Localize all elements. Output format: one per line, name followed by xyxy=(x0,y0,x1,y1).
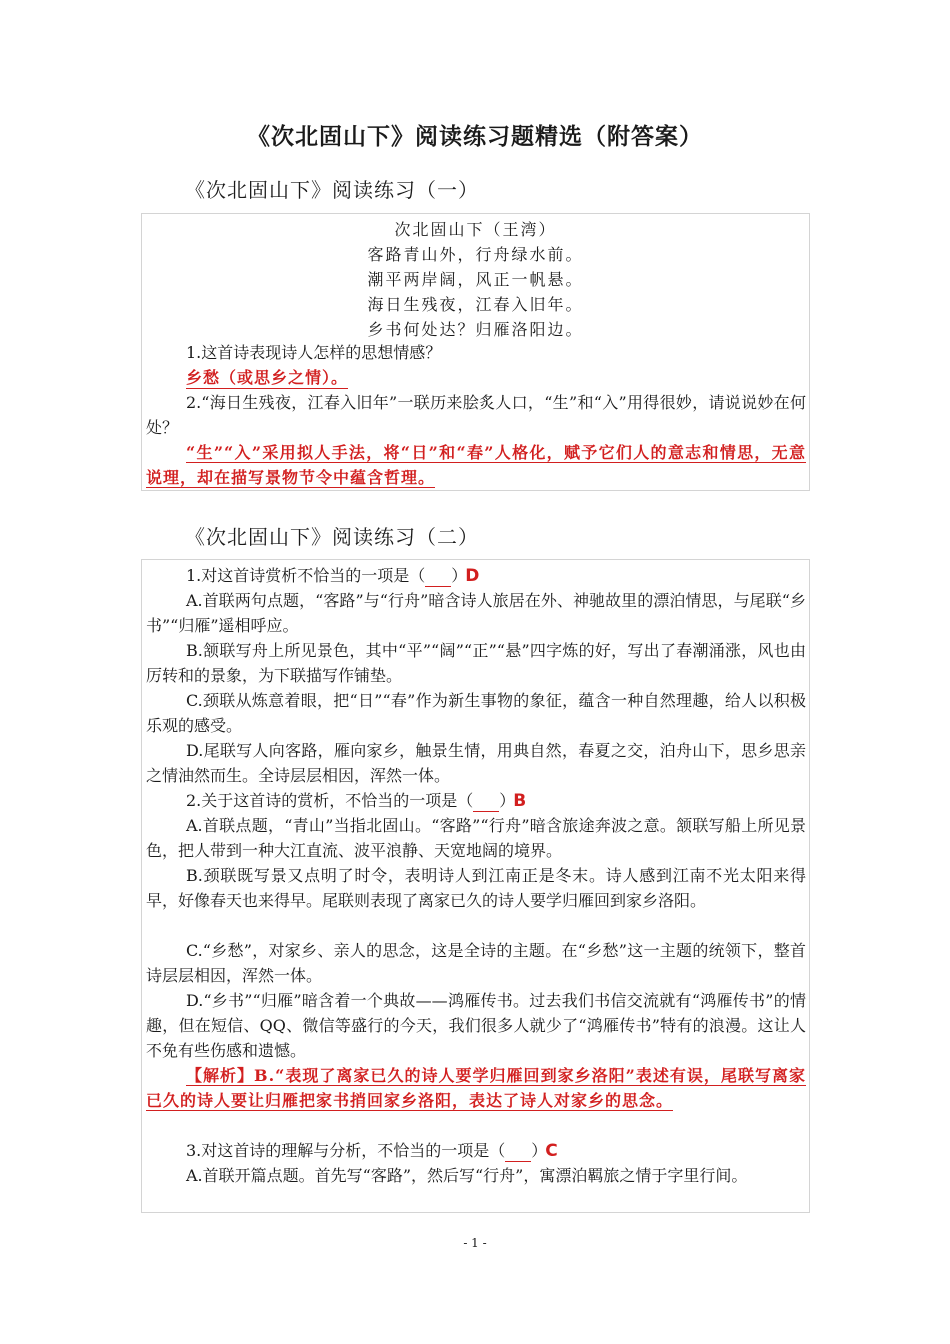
poem-line: 乡书何处达？归雁洛阳边。 xyxy=(367,320,584,339)
question-stem-end: ） xyxy=(531,1141,548,1160)
question-stem: 3.对这首诗的理解与分析，不恰当的一项是（ xyxy=(186,1141,506,1160)
section-2-heading: 《次北固山下》阅读练习（二） xyxy=(185,525,479,549)
exercise-1-box xyxy=(141,213,810,491)
option-d: D.尾联写人向客路，雁向家乡，触景生情，用典自然，春夏之交，泊舟山下，思乡思亲之情油然而生。全诗层层相因，浑然一体。 xyxy=(146,741,806,785)
question-2-2 xyxy=(146,788,806,813)
poem-title: 次北固山下（王湾） xyxy=(394,220,557,239)
analysis-text: 【解析】B.“表现了离家已久的诗人要学归雁回到家乡洛阳”表述有误，尾联写离家已久的诗人要让归雁把家书捎回家乡洛阳，表达了诗人对家乡的思念。 xyxy=(146,1066,806,1110)
analysis xyxy=(146,1063,806,1113)
option-a: A.首联两句点题，“客路”与“行舟”暗含诗人旅居在外、神驰故里的漂泊情思，与尾联“乡书”“归雁”遥相呼应。 xyxy=(146,591,806,635)
option-b: B.颔联写舟上所见景色，其中“平”“阔”“正”“悬”四字炼的好，写出了春潮涌涨，风也由厉转和的景象，为下联描写作铺垫。 xyxy=(146,641,806,685)
answer-2 xyxy=(146,440,806,490)
page-number: - 1 - xyxy=(463,1236,487,1250)
option-d: D.“乡书”“归雁”暗含着一个典故——鸿雁传书。过去我们书信交流就有“鸿雁传书”的情趣，但在短信、QQ、微信等盛行的今天，我们很多人就少了“鸿雁传书”特有的浪漫。这让人不免有些伤感和遗憾。 xyxy=(146,991,806,1060)
question-stem-end: ） xyxy=(499,791,516,810)
question-stem-end: ） xyxy=(451,566,468,585)
option-b: B.颈联既写景又点明了时令，表明诗人到江南正是冬末。诗人感到江南不光太阳来得早，好像春天也来得早。尾联则表现了离家已久的诗人要学归雁回到家乡洛阳。 xyxy=(146,866,806,910)
answer-1 xyxy=(146,365,806,390)
answer-choice-badge: D xyxy=(425,566,451,587)
question-stem: 1.对这首诗赏析不恰当的一项是（ xyxy=(186,566,426,585)
answer-1-text: 乡愁（或思乡之情）。 xyxy=(186,368,349,387)
poem-line: 海日生残夜，江春入旧年。 xyxy=(367,295,584,314)
question-stem: 2.关于这首诗的赏析，不恰当的一项是（ xyxy=(186,791,474,810)
question-2-3 xyxy=(146,1138,806,1163)
option-c: C.“乡愁”，对家乡、亲人的思念，这是全诗的主题。在“乡愁”这一主题的统领下，整首诗层层相因，浑然一体。 xyxy=(146,941,806,985)
question-2: 2.“海日生残夜，江春入旧年”一联历来脍炙人口，“生”和“入”用得很妙，请说说妙在何处？ xyxy=(146,393,806,437)
option-c: C.颈联从炼意着眼，把“日”“春”作为新生事物的象征，蕴含一种自然理趣，给人以积极乐观的感受。 xyxy=(146,691,806,735)
poem xyxy=(142,214,809,342)
answer-choice-badge: B xyxy=(473,791,499,812)
option-a: A.首联开篇点题。首先写“客路”，然后写“行舟”，寓漂泊羁旅之情于字里行间。 xyxy=(186,1166,748,1185)
section-1-heading: 《次北固山下》阅读练习（一） xyxy=(185,178,479,202)
exercise-2-box xyxy=(141,559,810,1213)
poem-line: 潮平两岸阔，风正一帆悬。 xyxy=(367,270,584,289)
question-2-1 xyxy=(146,563,806,588)
answer-choice-badge: C xyxy=(505,1141,531,1162)
answer-2-text: “生”“入”采用拟人手法，将“日”和“春”人格化，赋予它们人的意志和情思，无意说理，却在描写景物节令中蕴含哲理。 xyxy=(146,443,806,487)
question-1: 1.这首诗表现诗人怎样的思想情感？ xyxy=(186,343,442,362)
option-a: A.首联点题，“青山”当指北固山。“客路”“行舟”暗含旅途奔波之意。颔联写船上所见景色，把人带到一种大江直流、波平浪静、天宽地阔的境界。 xyxy=(146,816,806,860)
document-title: 《次北固山下》阅读练习题精选（附答案） xyxy=(247,124,703,150)
poem-line: 客路青山外，行舟绿水前。 xyxy=(367,245,584,264)
